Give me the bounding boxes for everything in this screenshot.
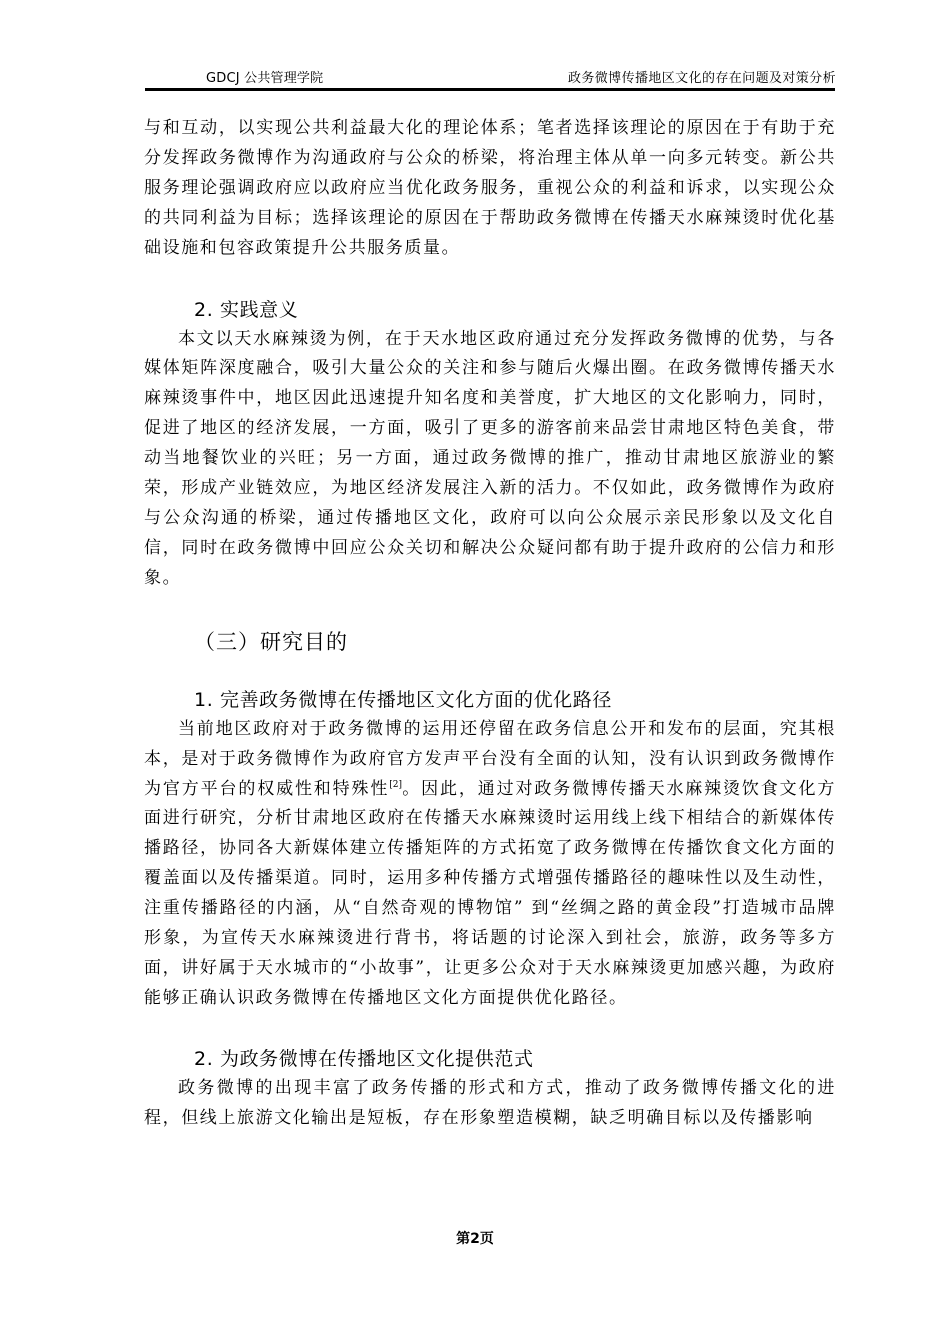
research-purpose-heading: （三）研究目的 bbox=[194, 629, 348, 654]
goal2-heading: 2. 为政务微博在传播地区文化提供范式 bbox=[194, 1047, 534, 1070]
goal1-text-a: 当前地区政府对于政务微博的运用还停留在政务信息公开和发布的层面，究其根本，是对于政务微博作为政府官方发声平台没有全面的认知，没有认识到政务微博作为官方平台的权威性和特殊性 bbox=[144, 718, 836, 799]
goal1-paragraph bbox=[144, 715, 836, 1014]
goal2-paragraph: 政务微博的出现丰富了政务传播的形式和方式，推动了政务微博传播文化的进程，但线上旅游文化输出是短板，存在形象塑造模糊，缺乏明确目标以及传播影响 bbox=[144, 1077, 836, 1128]
goal1-text-b: 。因此，通过对政务微博传播天水麻辣烫饮食文化方面进行研究，分析甘肃地区政府在传播天水麻辣烫时运用线上线下相结合的新媒体传播路径，协同各大新媒体建立传播矩阵的方式拓宽了政务微博在传播饮食文化方面的覆盖面以及传播渠道。同时，运用多种传播方式增强传播路径的趣味性以及生动性，注重传播路径的内涵，从“自然奇观的博物馆” 到“丝绸之路的黄金段”打造城市品牌形象，为宣传天水麻辣烫进行背书，将话题的讨论深入到社会，旅游，政务等多方面，讲好属于天水城市的“小故事”，让更多公众对于天水麻辣烫更加感兴趣，为政府能够正确认识政务微博在传播地区文化方面提供优化路径。 bbox=[144, 778, 836, 1008]
citation-ref: [2] bbox=[389, 779, 403, 790]
header-paper-title: 政务微博传播地区文化的存在问题及对策分析 bbox=[567, 71, 836, 86]
header-divider bbox=[145, 88, 835, 91]
header-institution: GDCJ 公共管理学院 bbox=[206, 71, 324, 86]
intro-paragraph: 与和互动，以实现公共利益最大化的理论体系；笔者选择该理论的原因在于有助于充分发挥政务微博作为沟通政府与公众的桥梁，将治理主体从单一向多元转变。新公共服务理论强调政府应以政府应当优化政务服务，重视公众的利益和诉求，以实现公众的共同利益为目标；选择该理论的原因在于帮助政务微博在传播天水麻辣烫时优化基础设施和包容政策提升公共服务质量。 bbox=[144, 118, 836, 258]
practice-paragraph: 本文以天水麻辣烫为例，在于天水地区政府通过充分发挥政务微博的优势，与各媒体矩阵深度融合，吸引大量公众的关注和参与随后火爆出圈。在政务微博传播天水麻辣烫事件中，地区因此迅速提升知名度和美誉度，扩大地区的文化影响力，同时，促进了地区的经济发展，一方面，吸引了更多的游客前来品尝甘肃地区特色美食，带动当地餐饮业的兴旺；另一方面，通过政务微博的推广，推动甘肃地区旅游业的繁荣，形成产业链效应，为地区经济发展注入新的活力。不仅如此，政务微博作为政府与公众沟通的桥梁，通过传播地区文化，政府可以向公众展示亲民形象以及文化自信，同时在政务微博中回应公众关切和解决公众疑问都有助于提升政府的公信力和形象。 bbox=[144, 328, 836, 588]
practice-significance-heading: 2. 实践意义 bbox=[194, 298, 299, 321]
goal1-heading: 1. 完善政务微博在传播地区文化方面的优化路径 bbox=[194, 688, 612, 711]
page-number: 第2页 bbox=[456, 1231, 494, 1247]
main-content bbox=[144, 114, 836, 1134]
